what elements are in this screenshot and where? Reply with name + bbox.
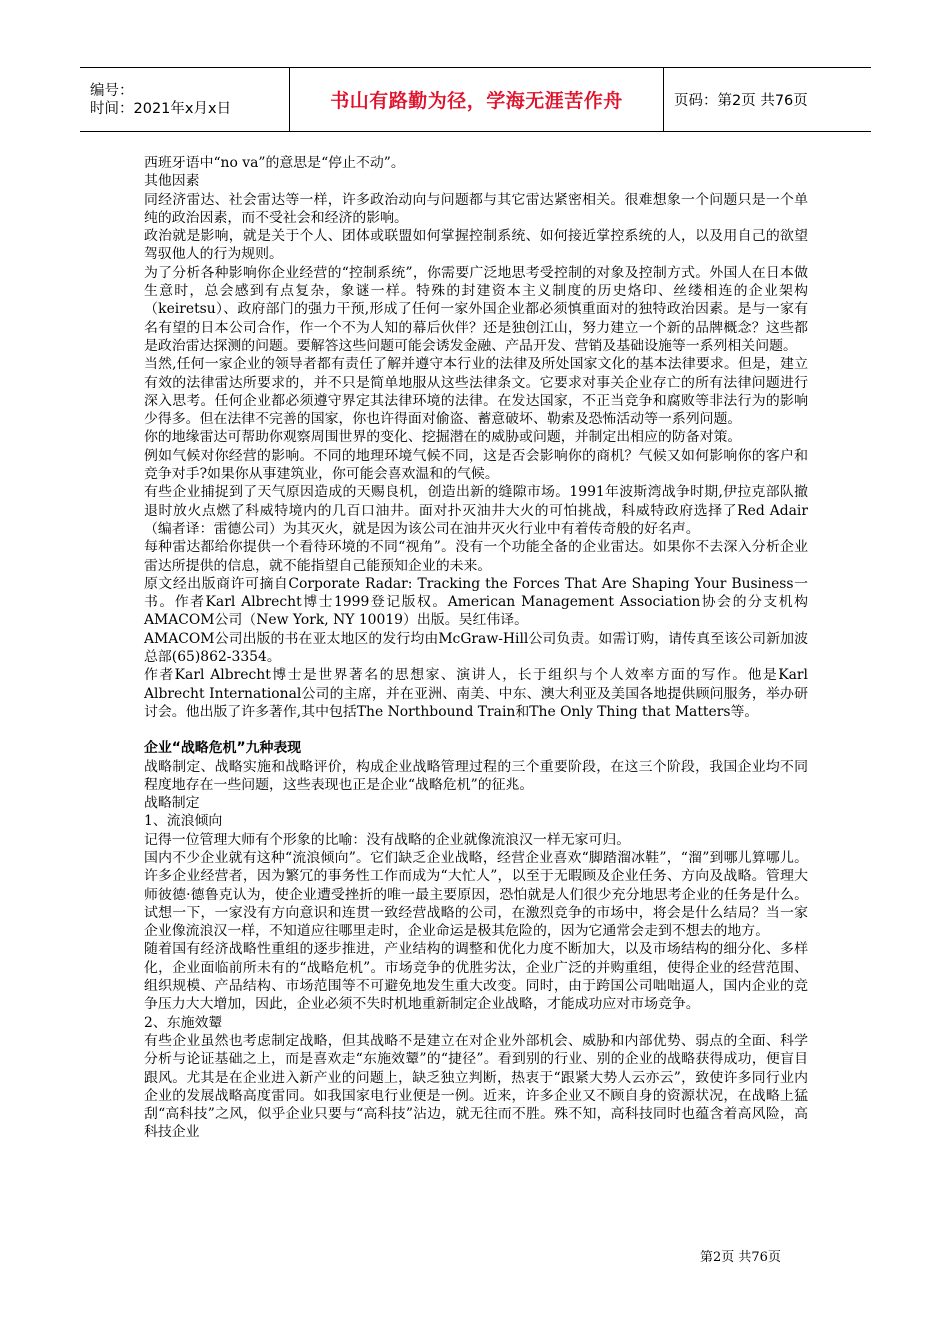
paragraph: AMACOM公司出版的书在亚太地区的发行均由McGraw-Hill公司负责。如需订购，请传真至该公司新加波总部(65)862-3354。 — [144, 630, 808, 666]
doc-date: 时间：2021年x月x日 — [90, 100, 232, 117]
paragraph: 有些企业捕捉到了天气原因造成的天赐良机，创造出新的缝隙市场。1991年波斯湾战争时期,伊拉克部队撤退时放火点燃了科威特境内的几百口油井。面对扑灭油井大火的可怕挑战，科威特政府选择了Red Adair（编者译：雷德公司）为其灭火，就是因为该公司在油井灭火行业中有着传奇般的好名声。 — [144, 484, 808, 537]
header-page-info — [664, 68, 871, 131]
section-heading: 企业“战略危机”九种表现 — [144, 740, 302, 757]
paragraph: 记得一位管理大师有个形象的比喻：没有战略的企业就像流浪汉一样无家可归。 — [144, 831, 631, 848]
paragraph: 1、流浪倾向 — [144, 813, 223, 830]
paragraph: 2、东施效颦 — [144, 1014, 223, 1031]
paragraph: 其他因素 — [144, 173, 200, 190]
paragraph: 国内不少企业就有这种“流浪倾向”。它们缺乏企业战略，经营企业喜欢“脚踏溜冰鞋”，“溜”到哪儿算哪儿。许多企业经营者，因为繁冗的事务性工作而成为“大忙人”，以至于无暇顾及企业任务、方向及战略。管理大师彼德·德鲁克认为，使企业遭受挫折的唯一最主要原因，恐怕就是人们很少充分地思考企业的任务是什么。试想一下，一家没有方向意识和连贯一致经营战略的公司，在激烈竞争的市场中，将会是什么结局？当一家企业像流浪汉一样，不知道应往哪里走时，企业命运是极其危险的，因为它通常会走到不想去的地方。 — [144, 849, 808, 940]
doc-number-label: 编号： — [90, 82, 134, 99]
section-strategy-crisis — [144, 739, 808, 1142]
page-header — [80, 67, 871, 132]
motto-text: 书山有路勤为径，学海无涯苦作舟 — [330, 90, 623, 112]
header-motto — [290, 68, 664, 131]
paragraph: 原文经出版商许可摘自Corporate Radar: Tracking the Forces That Are Shaping Your Business一书。作者Karl Albrecht博士1999登记版权。American Management Association协会的分支机构AMACOM公司（New York, NY 10019）出版。吴红伟译。 — [144, 575, 808, 629]
paragraph: 例如气候对你经营的影响。不同的地理环境气候不同，这是否会影响你的商机？气候又如何影响你的客户和竞争对手?如果你从事建筑业，你可能会喜欢温和的气候。 — [144, 447, 808, 483]
page-number-label: 页码：第2页 共76页 — [674, 93, 808, 109]
page-footer — [700, 1246, 781, 1265]
paragraph: 当然,任何一家企业的领导者都有责任了解并遵守本行业的法律及所处国家文化的基本法律要求。但是，建立有效的法律雷达所要求的，并不只是简单地服从这些法律条文。它要求对事关企业存亡的所有法律问题进行深入思考。任何企业都必须遵守界定其法律环境的法律。在发达国家，不正当竞争和腐败等非法行为的影响少得多。但在法律不完善的国家，你也许得面对偷盗、蓄意破坏、勒索及恐怖活动等一系列问题。 — [144, 356, 808, 428]
paragraph: 同经济雷达、社会雷达等一样，许多政治动向与问题都与其它雷达紧密相关。很难想象一个问题只是一个单纯的政治因素，而不受社会和经济的影响。 — [144, 191, 808, 226]
paragraph: 政治就是影响，就是关于个人、团体或联盟如何掌握控制系统、如何接近掌控系统的人，以及用自己的欲望驾驭他人的行为规则。 — [144, 228, 808, 263]
paragraph: 随着国有经济战略性重组的逐步推进，产业结构的调整和优化力度不断加大，以及市场结构的细分化、多样化，企业面临前所未有的“战略危机”。市场竞争的优胜劣汰，企业广泛的并购重组，使得企业的经营范围、组织规模、产品结构、市场范围等不可避免地发生重大改变。同时，由于跨国公司咄咄逼人，国内企业的竞争压力大大增加，因此，企业必须不失时机地重新制定企业战略，才能成功应对市场竞争。 — [144, 941, 808, 1013]
header-meta — [80, 68, 290, 131]
footer-page-number: 第2页 共76页 — [700, 1250, 781, 1265]
document-body — [144, 154, 808, 1142]
paragraph: 每种雷达都给你提供一个看待环境的不同“视角”。没有一个功能全备的企业雷达。如果你不去深入分析企业雷达所提供的信息，就不能指望自己能预知企业的未来。 — [144, 539, 808, 574]
paragraph: 战略制定 — [144, 795, 200, 812]
paragraph: 为了分析各种影响你企业经营的“控制系统”，你需要广泛地思考受控制的对象及控制方式。外国人在日本做生意时，总会感到有点复杂，象谜一样。特殊的封建资本主义制度的历史烙印、丝缕相连的企业架构（keiretsu）、政府部门的强力干预,形成了任何一家外国企业都必须慎重面对的独特政治因素。是与一家有名有望的日本公司合作，作一个不为人知的幕后伙伴？还是独创江山，努力建立一个新的品牌概念？这些都是政治雷达探测的问题。要解答这些问题可能会诱发金融、产品开发、营销及基础设施等一系列相关问题。 — [144, 264, 808, 354]
paragraph: 战略制定、战略实施和战略评价，构成企业战略管理过程的三个重要阶段，在这三个阶段，我国企业均不同程度地存在一些问题，这些表现也正是企业“战略危机”的征兆。 — [144, 758, 808, 793]
paragraph: 作者Karl Albrecht博士是世界著名的思想家、演讲人，长于组织与个人效率方面的写作。他是Karl Albrecht International公司的主席，并在亚洲、南美、中东、澳大利亚及美国各地提供顾问服务，举办研讨会。他出版了许多著作,其中包括The Northbound Train和The Only Thing that Matters等。 — [144, 667, 808, 720]
section-radar — [144, 154, 808, 721]
paragraph: 你的地缘雷达可帮助你观察周围世界的变化、挖掘潜在的威胁或问题，并制定出相应的防备对策。 — [144, 429, 742, 446]
paragraph: 有些企业虽然也考虑制定战略，但其战略不是建立在对企业外部机会、威胁和内部优势、弱点的全面、科学分析与论证基础之上，而是喜欢走“东施效颦”的“捷径”。看到别的行业、别的企业的战略获得成功，便盲目跟风。尤其是在企业进入新产业的问题上，缺乏独立判断，热衷于“跟紧大势人云亦云”，致使许多同行业内企业的发展战略高度雷同。如我国家电行业便是一例。近来，许多企业又不顾自身的资源状况，在战略上猛刮“高科技”之风，似乎企业只要与“高科技”沾边，就无往而不胜。殊不知，高科技同时也蕴含着高风险，高科技企业 — [144, 1032, 808, 1141]
paragraph: 西班牙语中“no va”的意思是“停止不动”。 — [144, 155, 405, 171]
